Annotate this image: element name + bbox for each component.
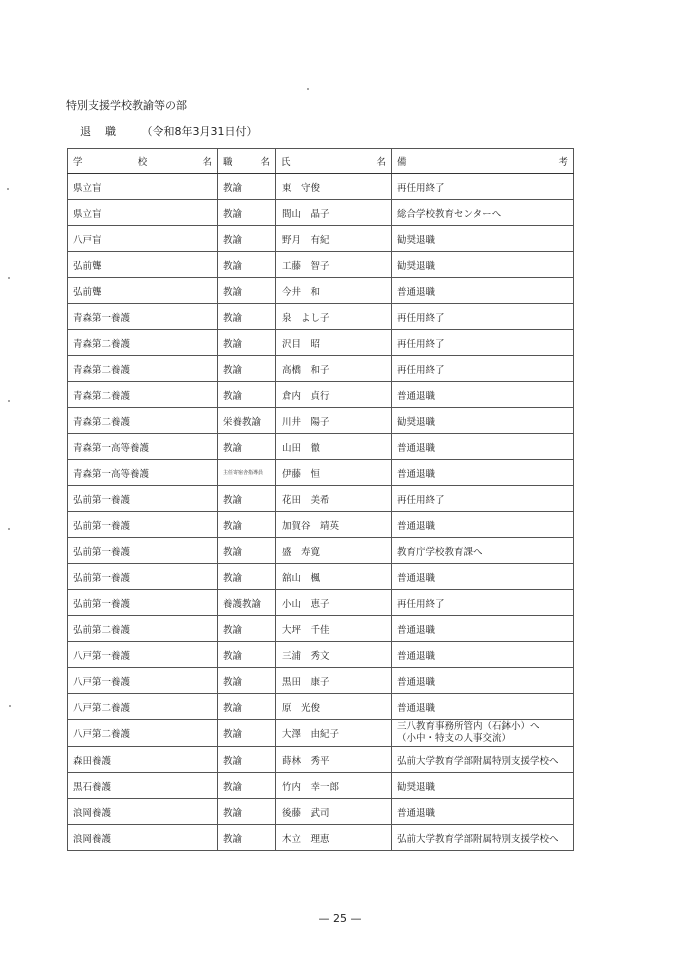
job-cell: 教諭: [218, 330, 276, 356]
name-cell: 野月 有紀: [276, 226, 392, 252]
note-cell: 普通退職: [392, 799, 574, 825]
note-cell: 三八教育事務所管内（石鉢小）へ （小中・特支の人事交流）: [392, 720, 574, 747]
job-cell: 教諭: [218, 616, 276, 642]
note-cell: 普通退職: [392, 616, 574, 642]
name-cell: 小山 恵子: [276, 590, 392, 616]
job-cell: 教諭: [218, 200, 276, 226]
school-cell: 青森第二養護: [68, 408, 218, 434]
school-cell: 弘前第二養護: [68, 616, 218, 642]
name-cell: 高橋 和子: [276, 356, 392, 382]
note-cell: 勧奨退職: [392, 408, 574, 434]
table-row: [68, 747, 574, 773]
table-row: [68, 226, 574, 252]
name-cell: 舘山 楓: [276, 564, 392, 590]
name-cell: 大澤 由紀子: [276, 720, 392, 747]
name-cell: 川井 陽子: [276, 408, 392, 434]
section-title: 特別支援学校教諭等の部: [66, 99, 187, 112]
name-cell: 倉内 貞行: [276, 382, 392, 408]
table-row: [68, 799, 574, 825]
school-cell: 弘前第一養護: [68, 538, 218, 564]
school-cell: 弘前第一養護: [68, 512, 218, 538]
job-cell: 教諭: [218, 642, 276, 668]
job-cell: 養護教諭: [218, 590, 276, 616]
school-cell: 八戸第一養護: [68, 642, 218, 668]
name-cell: 原 光俊: [276, 694, 392, 720]
table-row: [68, 694, 574, 720]
note-cell: 普通退職: [392, 694, 574, 720]
note-cell: 普通退職: [392, 512, 574, 538]
school-cell: 浪岡養護: [68, 825, 218, 851]
table-row: [68, 356, 574, 382]
note-cell: 総合学校教育センターへ: [392, 200, 574, 226]
table-row: [68, 304, 574, 330]
school-cell: 青森第二養護: [68, 382, 218, 408]
scan-speck: [9, 705, 11, 707]
note-cell: 普通退職: [392, 564, 574, 590]
job-cell: 教諭: [218, 356, 276, 382]
name-cell: 工藤 智子: [276, 252, 392, 278]
subtitle-label: 退職: [80, 125, 130, 138]
retirement-table: [67, 148, 574, 851]
note-cell: 再任用終了: [392, 330, 574, 356]
note-cell: 再任用終了: [392, 174, 574, 200]
school-cell: 青森第二養護: [68, 330, 218, 356]
name-cell: 泉 よし子: [276, 304, 392, 330]
table-row: [68, 564, 574, 590]
table-row: [68, 720, 574, 747]
name-cell: 山田 徹: [276, 434, 392, 460]
note-cell: 再任用終了: [392, 356, 574, 382]
job-cell: 教諭: [218, 747, 276, 773]
table-row: [68, 773, 574, 799]
table-row: [68, 825, 574, 851]
scan-speck: [8, 277, 10, 279]
note-cell: 普通退職: [392, 460, 574, 486]
name-cell: 伊藤 恒: [276, 460, 392, 486]
note-cell: 再任用終了: [392, 304, 574, 330]
name-cell: 今井 和: [276, 278, 392, 304]
scan-speck: [8, 400, 10, 402]
job-cell: 教諭: [218, 434, 276, 460]
school-cell: 八戸盲: [68, 226, 218, 252]
school-cell: 青森第二養護: [68, 356, 218, 382]
job-cell: 教諭: [218, 538, 276, 564]
name-cell: 三浦 秀文: [276, 642, 392, 668]
school-cell: 県立盲: [68, 200, 218, 226]
header-school: 学 校 名: [68, 149, 218, 174]
school-cell: 青森第一養護: [68, 304, 218, 330]
note-cell: 再任用終了: [392, 486, 574, 512]
subtitle: [80, 123, 258, 139]
school-cell: 八戸第二養護: [68, 720, 218, 747]
table-row: [68, 278, 574, 304]
school-cell: 弘前第一養護: [68, 486, 218, 512]
table-row: [68, 642, 574, 668]
school-cell: 弘前聾: [68, 252, 218, 278]
note-cell: 普通退職: [392, 668, 574, 694]
job-cell: 教諭: [218, 174, 276, 200]
note-cell: 普通退職: [392, 278, 574, 304]
header-name: 氏 名: [276, 149, 392, 174]
table-row: [68, 434, 574, 460]
job-cell: 主任寄宿舎指導員: [218, 460, 276, 486]
job-cell: 教諭: [218, 512, 276, 538]
table-row: [68, 174, 574, 200]
note-cell: 普通退職: [392, 434, 574, 460]
scan-speck: [8, 528, 10, 530]
table-row: [68, 486, 574, 512]
note-cell: 弘前大学教育学部附属特別支援学校へ: [392, 825, 574, 851]
note-cell: 弘前大学教育学部附属特別支援学校へ: [392, 747, 574, 773]
job-cell: 教諭: [218, 825, 276, 851]
header-job: 職 名: [218, 149, 276, 174]
school-cell: 青森第一高等養護: [68, 434, 218, 460]
name-cell: 後藤 武司: [276, 799, 392, 825]
table-row: [68, 460, 574, 486]
job-cell: 教諭: [218, 382, 276, 408]
table-row: [68, 616, 574, 642]
name-cell: 盛 寿寛: [276, 538, 392, 564]
scan-speck: [307, 88, 309, 90]
table-row: [68, 200, 574, 226]
job-cell: 教諭: [218, 668, 276, 694]
table-row: [68, 668, 574, 694]
school-cell: 八戸第一養護: [68, 668, 218, 694]
name-cell: 黒田 康子: [276, 668, 392, 694]
table-body: [68, 174, 574, 851]
job-cell: 教諭: [218, 720, 276, 747]
school-cell: 浪岡養護: [68, 799, 218, 825]
table-row: [68, 512, 574, 538]
school-cell: 県立盲: [68, 174, 218, 200]
name-cell: 東 守俊: [276, 174, 392, 200]
table-row: [68, 252, 574, 278]
scan-speck: [7, 188, 9, 190]
page-number: — 25 —: [318, 912, 362, 925]
job-cell: 教諭: [218, 304, 276, 330]
job-cell: 教諭: [218, 564, 276, 590]
name-cell: 沢目 昭: [276, 330, 392, 356]
school-cell: 弘前第一養護: [68, 590, 218, 616]
header-note: 備 考: [392, 149, 574, 174]
note-cell: 普通退職: [392, 642, 574, 668]
job-cell: 教諭: [218, 252, 276, 278]
job-cell: 教諭: [218, 486, 276, 512]
note-cell: 勧奨退職: [392, 226, 574, 252]
name-cell: 加賀谷 靖英: [276, 512, 392, 538]
note-cell: 勧奨退職: [392, 252, 574, 278]
job-cell: 教諭: [218, 694, 276, 720]
table-header-row: [68, 149, 574, 174]
school-cell: 弘前第一養護: [68, 564, 218, 590]
table-row: [68, 408, 574, 434]
note-cell: 再任用終了: [392, 590, 574, 616]
note-cell: 教育庁学校教育課へ: [392, 538, 574, 564]
table-row: [68, 538, 574, 564]
table-row: [68, 382, 574, 408]
job-cell: 教諭: [218, 278, 276, 304]
name-cell: 竹内 幸一郎: [276, 773, 392, 799]
name-cell: 花田 美希: [276, 486, 392, 512]
job-cell: 教諭: [218, 773, 276, 799]
school-cell: 弘前聾: [68, 278, 218, 304]
job-cell: 教諭: [218, 226, 276, 252]
name-cell: 木立 理恵: [276, 825, 392, 851]
name-cell: 大坪 千佳: [276, 616, 392, 642]
note-cell: 勧奨退職: [392, 773, 574, 799]
school-cell: 八戸第二養護: [68, 694, 218, 720]
table-row: [68, 590, 574, 616]
name-cell: 間山 晶子: [276, 200, 392, 226]
school-cell: 黒石養護: [68, 773, 218, 799]
subtitle-date: （令和8年3月31日付）: [141, 125, 258, 138]
table-row: [68, 330, 574, 356]
job-cell: 栄養教諭: [218, 408, 276, 434]
school-cell: 青森第一高等養護: [68, 460, 218, 486]
name-cell: 蒔林 秀平: [276, 747, 392, 773]
note-cell: 普通退職: [392, 382, 574, 408]
school-cell: 森田養護: [68, 747, 218, 773]
job-cell: 教諭: [218, 799, 276, 825]
